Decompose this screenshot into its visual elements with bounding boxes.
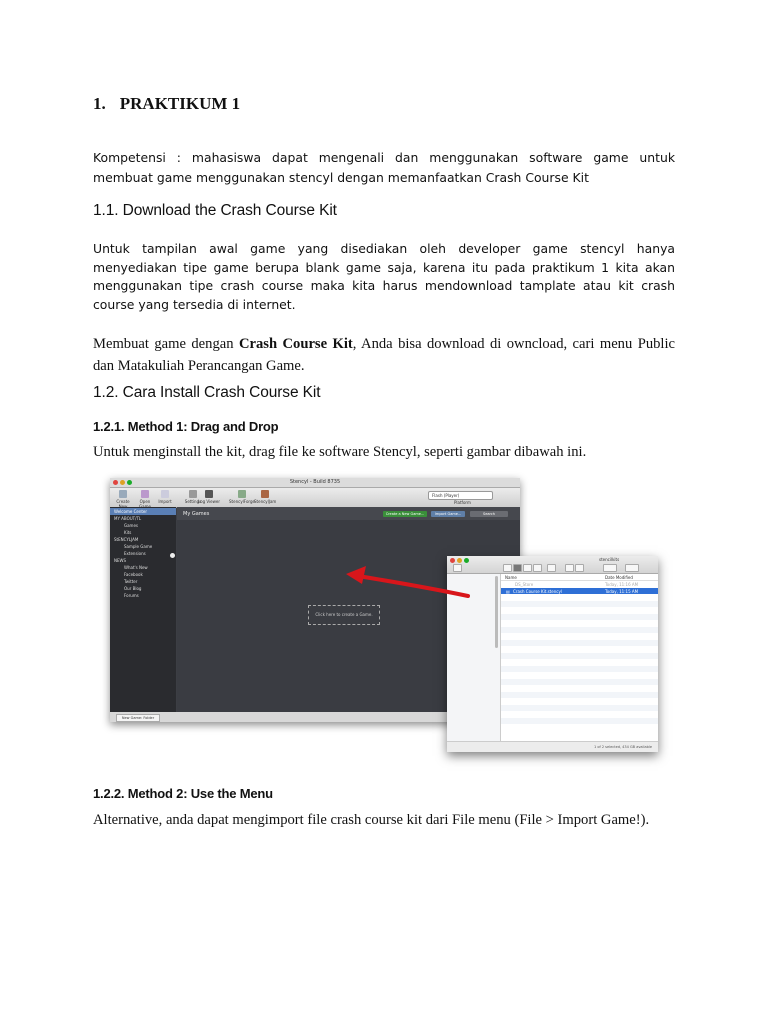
list-view-icon: [513, 564, 522, 572]
heading-title: PRAKTIKUM 1: [119, 94, 241, 113]
sidebar-item: StENCYLJAM: [114, 537, 139, 542]
create-game-dropzone: Click here to create a Game.: [308, 605, 380, 625]
platform-select: Flash (Player): [428, 491, 493, 500]
main-header: [177, 507, 520, 520]
file-date: Today, 11:15 AM: [605, 588, 639, 594]
empty-row: [501, 718, 658, 725]
alternative-paragraph: Alternative, anda dapat mengimport file crash course kit dari File menu (File > Import Game!).: [93, 812, 650, 828]
file-icon: ▤: [506, 588, 510, 594]
search-button: Search: [470, 511, 508, 517]
sidebar-item: Games: [124, 523, 138, 528]
sidebar-item: Facebook: [124, 572, 143, 577]
arrange-icon: [547, 564, 556, 572]
close-dot-icon: [450, 558, 455, 563]
forge-icon: [238, 490, 246, 498]
finder-sidebar: [447, 574, 501, 742]
zoom-dot-icon: [464, 558, 469, 563]
share-icon: [565, 564, 574, 572]
download-paragraph: [93, 333, 675, 377]
sidebar-item: Sample Game: [124, 544, 153, 549]
sidebar-item: Forums: [124, 593, 139, 598]
main-title: My Games: [183, 511, 210, 517]
open-icon: [141, 490, 149, 498]
sidebar-item: Our Blog: [124, 586, 142, 591]
sidebar-item: What's New: [124, 565, 148, 570]
settings-icon: [189, 490, 197, 498]
file-name: DS_Store: [515, 582, 534, 587]
column-date: Date Modified: [605, 575, 633, 580]
drag-paragraph: Untuk menginstall the kit, drag file ke software Stencyl, seperti gambar dibawah ini.: [93, 444, 587, 460]
sidebar-item: Twitter: [124, 579, 138, 584]
heading-praktikum: [93, 94, 240, 114]
section-1-1-heading: 1.1. Download the Crash Course Kit: [93, 202, 337, 219]
download-text-after: , Anda bisa download di owncload, cari menu Public dan Matakuliah Perancangan Game.: [93, 336, 675, 374]
install-screenshot: [110, 478, 658, 770]
download-text-bold: Crash Course Kit: [238, 336, 353, 352]
heading-number: 1.: [93, 94, 106, 113]
intro-paragraph: Untuk tampilan awal game yang disediakan oleh developer game stencyl hanya menyediakan tipe game berupa blank game saja, karena itu pada praktikum 1 kita akan menggunakan tipe crash course maka kita harus mendownload tamplate atau kit crash course yang tersedia di internet.: [93, 241, 675, 312]
finder-status-text: 1 of 2 selected, 434 GB available: [594, 745, 652, 749]
finder-column-headers: [501, 574, 658, 581]
kompetensi-paragraph: Kompetensi : mahasiswa dapat mengenali dan menggunakan software game untuk membuat game menggunakan stencyl dengan memanfaatkan Crash Course Kit: [93, 150, 675, 185]
stencyl-sidebar: [110, 507, 176, 712]
finder-window: [447, 556, 658, 752]
toolbar-log: Log Viewer: [198, 490, 220, 504]
sidebar-item: Extensions: [124, 551, 146, 556]
icon-view-icon: [503, 564, 512, 572]
finder-title: stencilkits: [599, 557, 620, 562]
gear-icon: [625, 564, 639, 572]
toolbar-create: Create: [112, 490, 134, 509]
create-icon: [119, 490, 127, 498]
minimize-dot-icon: [457, 558, 462, 563]
finder-statusbar: [447, 741, 658, 752]
create-game-button: Create a New Game...: [383, 511, 427, 517]
cover-view-icon: [533, 564, 542, 572]
stencyl-toolbar: [110, 488, 520, 508]
file-name: Crash Course Kit.stencyl: [513, 588, 562, 594]
stencyl-title: Stencyl - Build 8735: [289, 479, 341, 485]
section-1-2-1-heading: 1.2.1. Method 1: Drag and Drop: [93, 419, 279, 434]
tag-icon: [575, 564, 584, 572]
sidebar-item: Kits: [124, 530, 132, 535]
platform-label: Platform: [454, 500, 471, 505]
download-text-before: Membuat game dengan: [93, 336, 239, 352]
stencyl-titlebar: [110, 478, 520, 488]
back-icon: [453, 564, 462, 572]
toolbar-open: Open: [134, 490, 156, 509]
section-1-2-heading: 1.2. Cara Install Crash Course Kit: [93, 384, 321, 401]
finder-scrollbar: [495, 576, 498, 648]
column-name: Name: [505, 575, 517, 580]
sidebar-item: NEWS: [114, 558, 127, 563]
toolbar-forge: StencylForge: [228, 490, 256, 504]
column-view-icon: [523, 564, 532, 572]
status-tab: New Game: Folder: [116, 714, 160, 722]
finder-file-list: [501, 574, 658, 742]
import-game-button: Import Game...: [431, 511, 465, 517]
section-1-2-2-heading: 1.2.2. Method 2: Use the Menu: [93, 786, 273, 801]
sidebar-header: Welcome Center: [110, 508, 176, 515]
import-icon: [161, 490, 169, 498]
log-icon: [205, 490, 213, 498]
toolbar-settings: Settings: [182, 490, 204, 504]
file-date: Today, 11:16 AM: [605, 582, 639, 587]
toolbar-jam: StencylJam: [254, 490, 276, 504]
sidebar-badge-icon: [170, 553, 175, 558]
sidebar-item: MY ABOUT/TL: [114, 516, 142, 521]
toolbar-import: Import: [154, 490, 176, 504]
finder-toolbar: [447, 556, 658, 574]
jam-icon: [261, 490, 269, 498]
eye-icon: [603, 564, 617, 572]
